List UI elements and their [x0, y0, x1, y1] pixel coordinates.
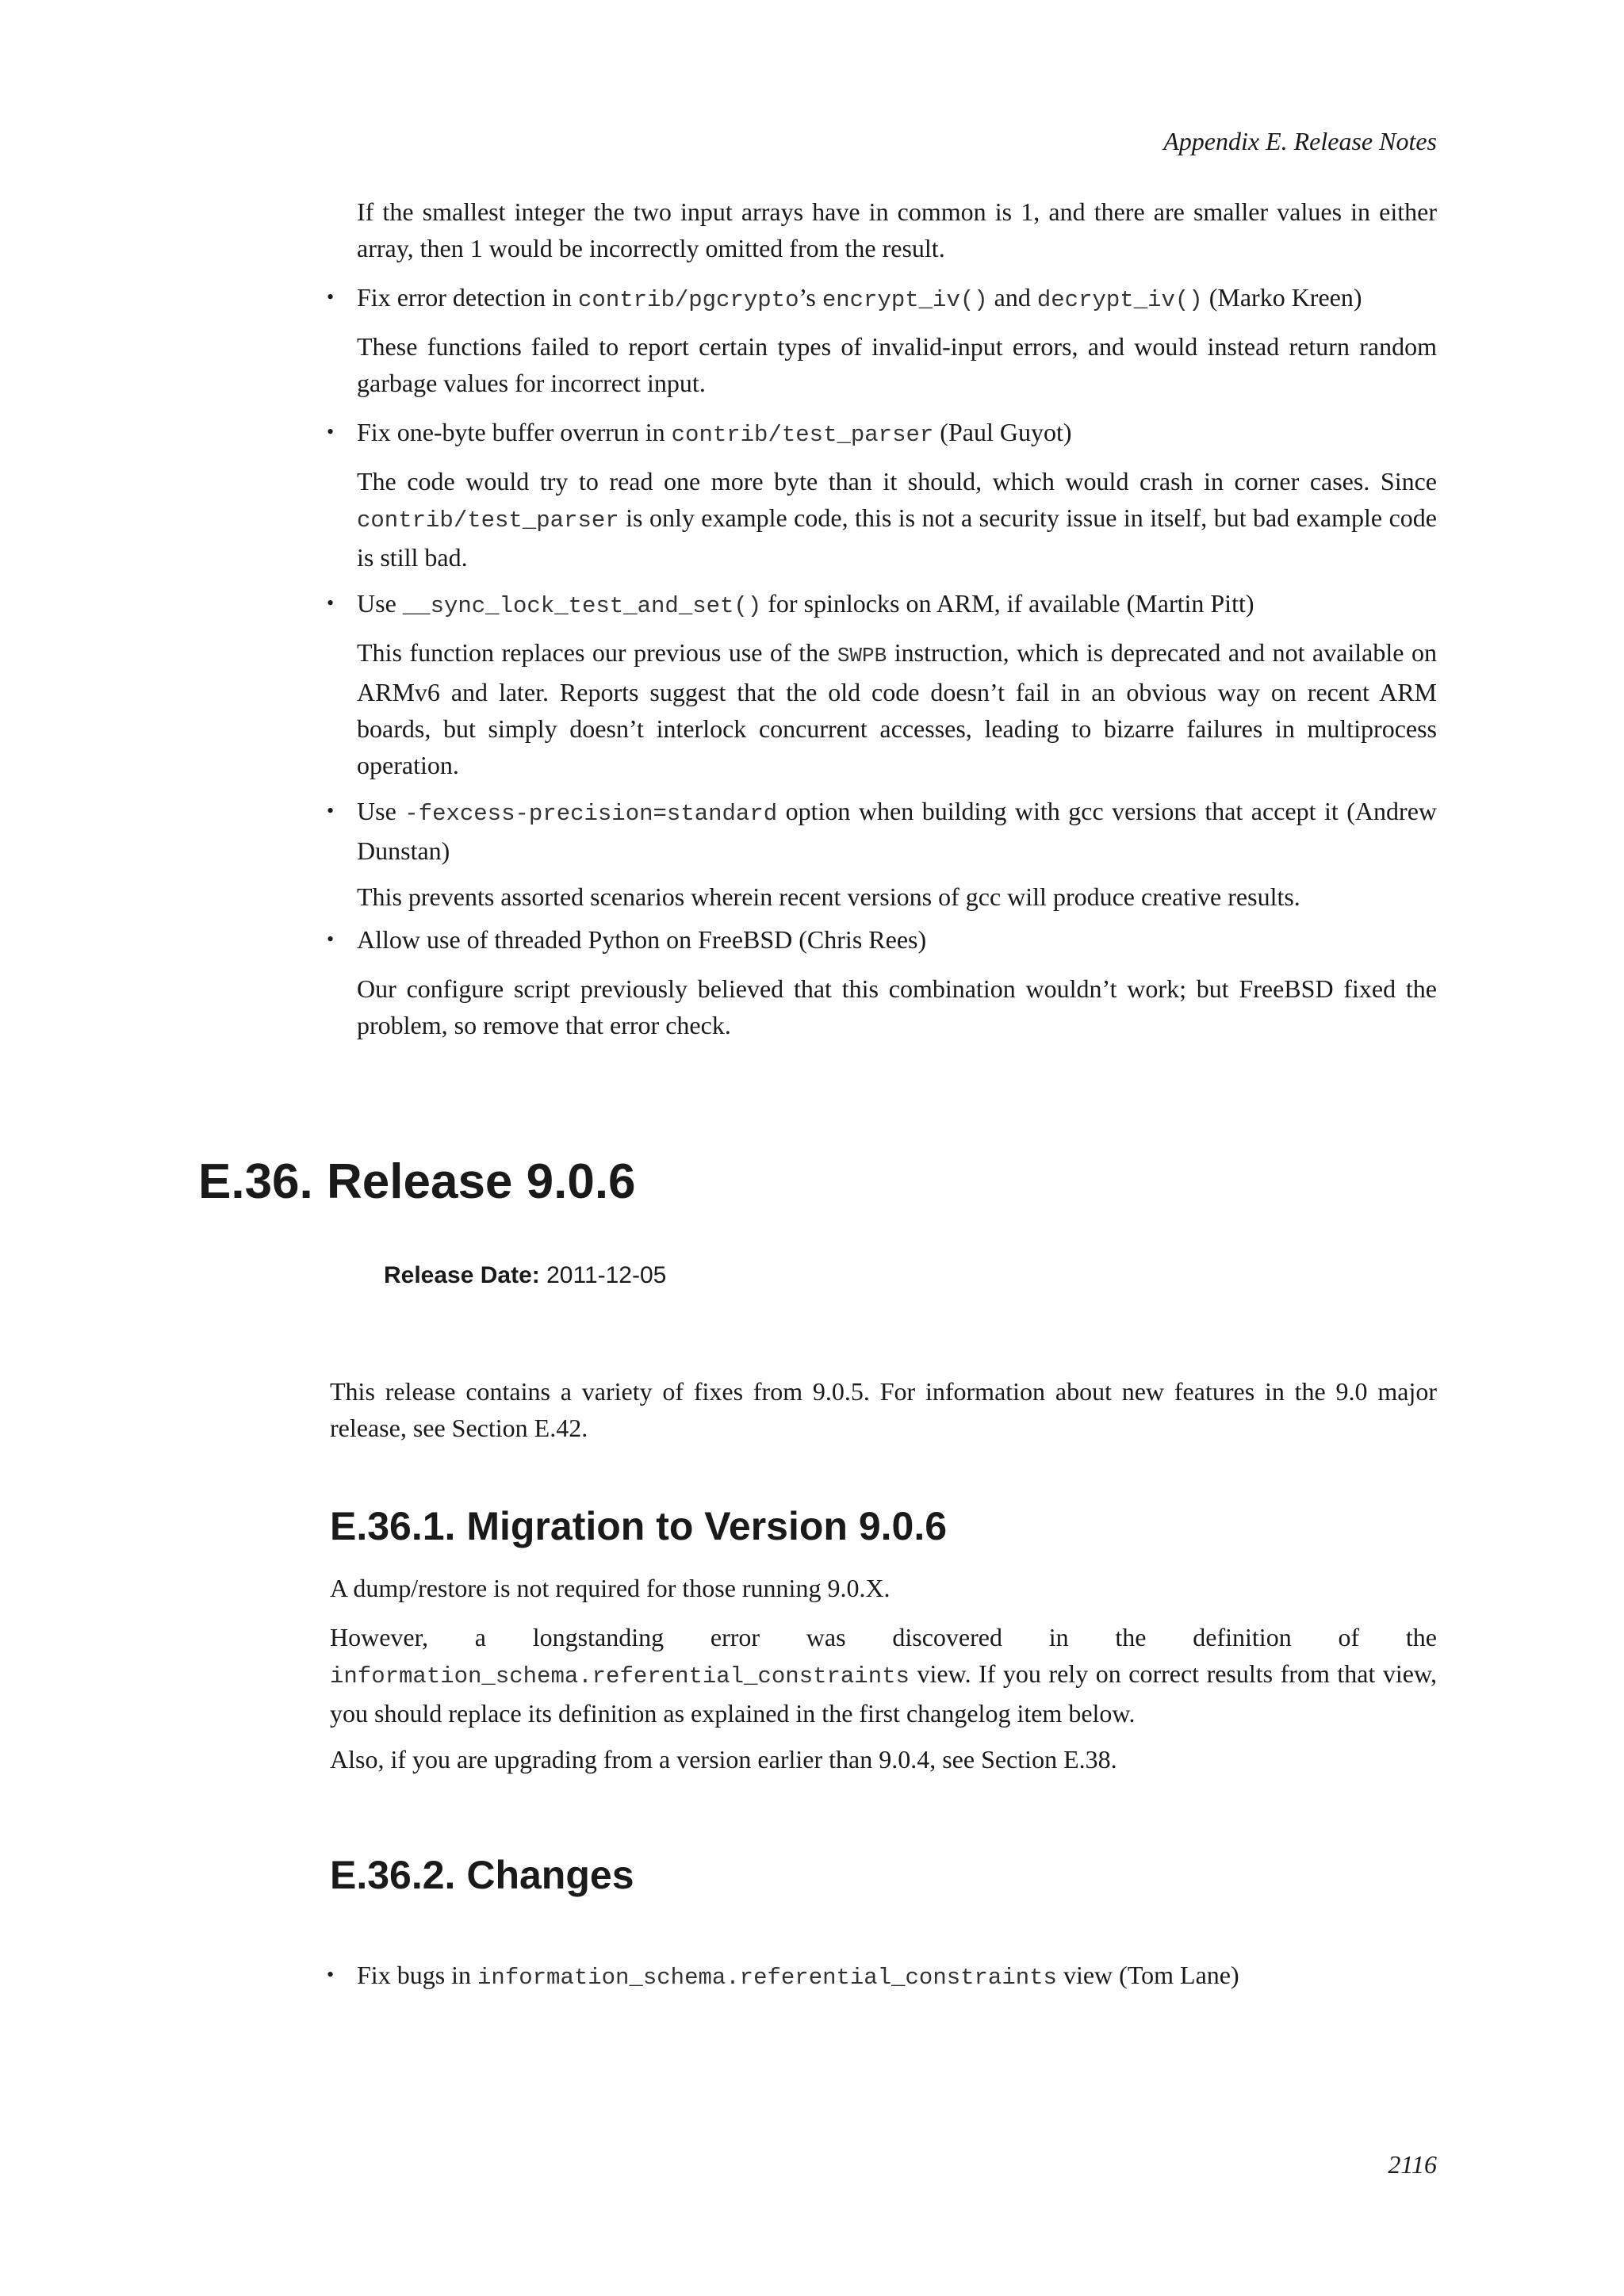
code-text: -fexcess-precision=standard [404, 801, 778, 827]
code-text: information_schema.referential_constraints [330, 1663, 910, 1689]
item-text: option when building with gcc versions that accept it (Andrew Dunstan) [357, 797, 1438, 865]
item-description: These functions failed to report certain types of invalid-input errors, and would instead return random garbage values for incorrect input. [357, 332, 1437, 397]
item-text: view (Tom Lane) [1056, 1961, 1239, 1989]
item-description [357, 463, 1437, 576]
list-item [357, 279, 1437, 319]
code-text: contrib/pgcrypto [578, 287, 799, 313]
code-text: __sync_lock_test_and_set() [402, 593, 762, 619]
bullet: • [327, 285, 335, 308]
item-description: This prevents assorted scenarios wherein recent versions of gcc will produce creative results. [357, 882, 1300, 911]
item-text: (Marko Kreen) [1202, 283, 1362, 312]
code-text: contrib/test_parser [671, 422, 934, 448]
item-text: Use [357, 797, 405, 825]
code-text: decrypt_iv() [1036, 287, 1203, 313]
bullet: • [327, 1963, 335, 1986]
release-date [384, 1262, 666, 1289]
item-text: ’s [799, 283, 822, 312]
migration-paragraph: Also, if you are upgrading from a version earlier than 9.0.4, see Section E.38. [330, 1745, 1117, 1774]
migration-paragraph: However, a longstanding error was discovered in the definition of the [330, 1623, 1437, 1651]
bullet: • [327, 420, 335, 443]
item-text: for spinlocks on ARM, if available (Martin Pitt) [761, 589, 1254, 618]
item-text: Fix bugs in [357, 1961, 478, 1989]
item-text: This function replaces our previous use of the [357, 638, 837, 667]
page-number: 2116 [1388, 2150, 1437, 2179]
list-item: Allow use of threaded Python on FreeBSD (Chris Rees) [357, 925, 927, 954]
bullet: • [327, 928, 335, 951]
item-text: Use [357, 589, 403, 618]
bullet: • [327, 799, 335, 822]
code-text: contrib/test_parser [357, 507, 619, 534]
list-item [357, 793, 1437, 869]
item-description [357, 634, 1437, 783]
page-header: Appendix E. Release Notes [1163, 127, 1437, 155]
release-date-label: Release Date: [384, 1262, 540, 1288]
code-text: information_schema.referential_constraints [477, 1965, 1057, 1991]
bullet: • [327, 591, 335, 614]
item-text: (Paul Guyot) [933, 418, 1072, 446]
list-item [357, 585, 1437, 625]
item-text: instruction, which is deprecated and not available on ARMv6 and later. Reports suggest that the old code doesn’t fail in an obvious way on recent ARM boards, but simply doesn’t interlock concurrent accesses, leading to bizarre failures in multiprocess operation. [357, 638, 1437, 779]
list-item [357, 1957, 1437, 1996]
item-description: Our configure script previously believed that this combination wouldn’t work; but FreeBSD fixed the problem, so remove that error check. [357, 974, 1437, 1039]
migration-paragraph: A dump/restore is not required for those running 9.0.X. [330, 1574, 891, 1602]
item-text: Fix one-byte buffer overrun in [357, 418, 672, 446]
item-text: Fix error detection in [357, 283, 579, 312]
migration-paragraph [330, 1655, 1437, 1732]
section-title: E.36. Release 9.0.6 [198, 1154, 636, 1209]
code-text: encrypt_iv() [822, 287, 988, 313]
list-item [357, 414, 1437, 453]
section-intro: This release contains a variety of fixes from 9.0.5. For information about new features in the 9.0 major release, see Section E.42. [330, 1377, 1437, 1442]
item-text: view. If you rely on correct results from that view, you should replace its definition as explained in the first changelog item below. [330, 1659, 1437, 1728]
intro-paragraph: If the smallest integer the two input arrays have in common is 1, and there are smaller values in either array, then 1 would be incorrectly omitted from the result. [357, 197, 1437, 262]
item-text: and [987, 283, 1037, 312]
migration-title: E.36.1. Migration to Version 9.0.6 [330, 1504, 948, 1548]
release-date-value: 2011-12-05 [546, 1262, 667, 1288]
item-text: is only example code, this is not a security issue in itself, but bad example code is still bad. [357, 503, 1437, 572]
changes-title: E.36.2. Changes [330, 1853, 634, 1897]
item-text: The code would try to read one more byte than it should, which would crash in corner cases. Since [357, 467, 1437, 496]
code-text: SWPB [837, 644, 887, 668]
